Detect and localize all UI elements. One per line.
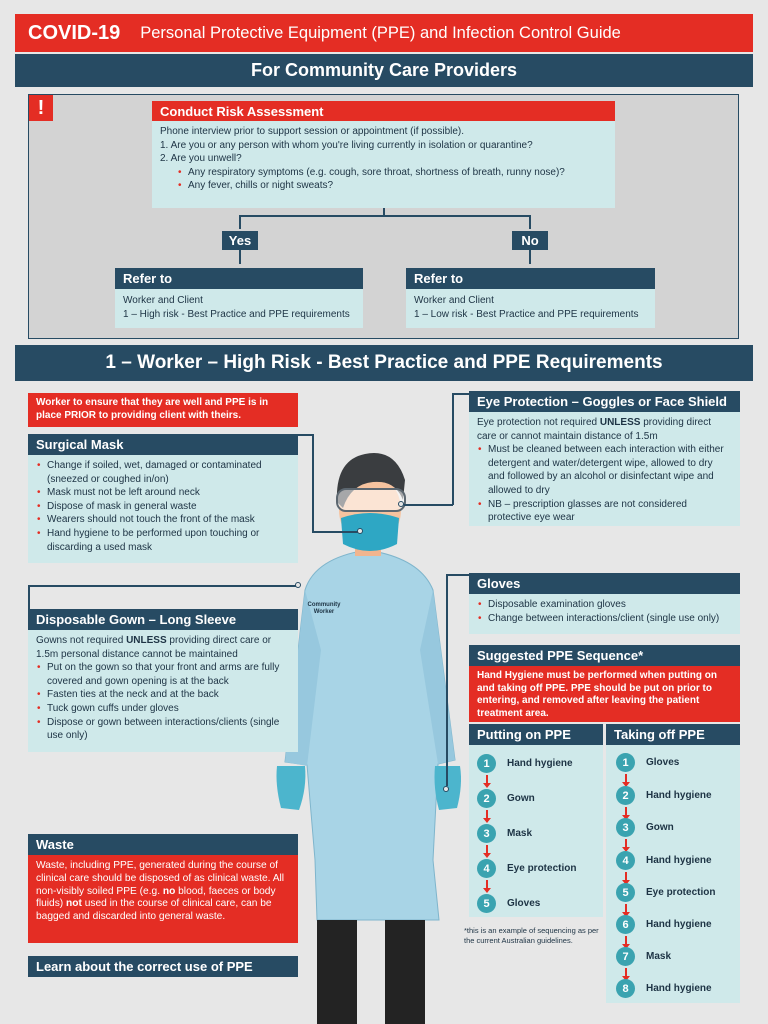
callout-dot	[357, 528, 363, 534]
top-banner	[15, 14, 753, 52]
gown-item: • Tuck gown cuffs under gloves	[36, 702, 290, 716]
down-arrow-icon	[625, 872, 627, 880]
on-step	[477, 859, 576, 878]
callout-dot	[443, 786, 449, 792]
off-step-number: 8	[616, 979, 635, 998]
eye-item: • Must be cleaned between each interaction with either detergent and water/detergent wipe, allowed to dry and followed by an alcohol or disinfectant wipe and allowed to dry	[477, 443, 732, 497]
waste-body	[28, 855, 298, 943]
callout-line	[404, 504, 453, 506]
flow-line	[529, 215, 531, 229]
on-step-label: Hand hygiene	[507, 758, 573, 769]
callout-line	[28, 585, 298, 587]
refer-yes-title: Refer to	[115, 268, 363, 289]
down-arrow-icon	[625, 904, 627, 912]
waste-title: Waste	[28, 834, 298, 855]
off-step-label: Mask	[646, 951, 672, 962]
mask-body	[28, 455, 298, 563]
waste-text: blood, faeces or body fluids)	[36, 885, 276, 910]
gown-body	[28, 630, 298, 752]
off-step-number: 1	[616, 753, 635, 772]
waste-text: (e.g.	[139, 885, 163, 897]
refer-yes-line: 1 – High risk - Best Practice and PPE requirements	[123, 308, 350, 320]
on-step	[477, 789, 535, 808]
off-step	[616, 851, 712, 870]
on-step	[477, 754, 573, 773]
off-step-label: Gloves	[646, 757, 680, 768]
mask-item: • Hand hygiene to be performed upon touching or discarding a used mask	[36, 527, 290, 554]
risk-q1: 1. Are you or any person with whom you're living currently in isolation or quarantine?	[160, 139, 533, 151]
sequence-title: Suggested PPE Sequence*	[469, 645, 740, 666]
off-step	[616, 883, 715, 902]
section-bar	[15, 345, 753, 381]
off-step-label: Hand hygiene	[646, 983, 712, 994]
on-step	[477, 824, 532, 843]
off-step	[616, 979, 712, 998]
waste-text-bold: not	[66, 898, 82, 910]
gloves-body	[469, 594, 740, 634]
off-step-label: Hand hygiene	[646, 855, 712, 866]
refer-no-line: 1 – Low risk - Best Practice and PPE requirements	[414, 308, 639, 320]
alert-icon: !	[29, 95, 53, 121]
off-step-label: Gown	[646, 822, 674, 833]
gown-item: • Dispose or gown between interactions/clients (single use only)	[36, 716, 290, 743]
callout-dot	[295, 582, 301, 588]
mask-item: • Dispose of mask in general waste	[36, 500, 290, 514]
flow-line	[529, 250, 531, 264]
eye-intro-b: UNLESS	[599, 417, 641, 428]
refer-yes-body	[115, 289, 363, 328]
risk-q2: 2. Are you unwell?	[160, 153, 242, 165]
gown-intro	[36, 634, 290, 661]
risk-bullet: • Any fever, chills or night sweats?	[177, 179, 607, 193]
callout-line	[312, 434, 314, 532]
yes-label: Yes	[222, 231, 258, 250]
gloves-title: Gloves	[469, 573, 740, 594]
section-title: 1 – Worker – High Risk - Best Practice and PPE Requirements	[105, 352, 663, 373]
gown-intro-b: UNLESS	[126, 635, 167, 646]
down-arrow-icon	[486, 775, 488, 783]
on-step	[477, 894, 540, 913]
off-step-number: 3	[616, 818, 635, 837]
gown-intro-a: Gowns not required	[36, 635, 127, 646]
eye-intro	[477, 416, 732, 443]
callout-dot	[398, 501, 404, 507]
off-step	[616, 786, 712, 805]
on-step-number: 3	[477, 824, 496, 843]
off-step	[616, 753, 679, 772]
callout-line	[28, 585, 30, 609]
off-step-label: Eye protection	[646, 887, 716, 898]
mask-title: Surgical Mask	[28, 434, 298, 455]
gloves-item: • Disposable examination gloves	[477, 598, 732, 612]
on-step-label: Gloves	[507, 898, 541, 909]
on-step-number: 5	[477, 894, 496, 913]
flow-line	[239, 250, 241, 264]
on-step-number: 1	[477, 754, 496, 773]
gloves-item: • Change between interactions/client (single use only)	[477, 612, 732, 626]
refer-no-title: Refer to	[406, 268, 655, 289]
risk-body	[152, 121, 615, 208]
badge-text-1: Community	[307, 602, 341, 608]
off-step	[616, 915, 712, 934]
alert-note: Worker to ensure that they are well and PPE is in place PRIOR to providing client with theirs.	[28, 393, 298, 427]
mask-item: • Wearers should not touch the front of the mask	[36, 513, 290, 527]
down-arrow-icon	[625, 839, 627, 847]
off-step-number: 5	[616, 883, 635, 902]
eye-title: Eye Protection – Goggles or Face Shield	[469, 391, 740, 412]
risk-bullet: • Any respiratory symptoms (e.g. cough, sore throat, shortness of breath, runny nose)?	[177, 166, 607, 180]
waste-text: Waste, including PPE, generated during the course of clinical care should be disposed of as clinical waste. All non-visibly soiled PPE	[36, 860, 285, 897]
mask-item: • Mask must not be left around neck	[36, 486, 290, 500]
down-arrow-icon	[486, 845, 488, 853]
risk-title: Conduct Risk Assessment	[152, 101, 615, 121]
callout-line	[446, 574, 469, 576]
down-arrow-icon	[625, 774, 627, 782]
gown-title: Disposable Gown – Long Sleeve	[28, 609, 298, 630]
on-step-number: 4	[477, 859, 496, 878]
putting-on-title: Putting on PPE	[469, 724, 603, 745]
gown-item: • Put on the gown so that your front and arms are fully covered and gown opening is at the back	[36, 661, 290, 688]
on-step-label: Mask	[507, 828, 533, 839]
eye-body	[469, 412, 740, 526]
down-arrow-icon	[486, 880, 488, 888]
waste-text: used in the course of clinical care, can be bagged and discarded into general waste.	[36, 898, 272, 923]
refer-no-body	[406, 289, 655, 328]
off-step-number: 6	[616, 915, 635, 934]
risk-intro: Phone interview prior to support session or appointment (if possible).	[160, 126, 465, 137]
no-box	[512, 231, 548, 250]
gown-intro-c: providing direct care or 1.5m personal distance cannot be maintained	[36, 635, 272, 660]
off-step-label: Hand hygiene	[646, 790, 712, 801]
mask-item: • Change if soiled, wet, damaged or contaminated (sneezed or coughed in/on)	[36, 459, 290, 486]
down-arrow-icon	[625, 936, 627, 944]
sequence-footnote: *this is an example of sequencing as per the current Australian guidelines.	[464, 926, 599, 945]
badge-text-2: Worker	[313, 609, 335, 615]
off-step-number: 2	[616, 786, 635, 805]
off-step-label: Hand hygiene	[646, 919, 712, 930]
eye-item: • NB – prescription glasses are not considered protective eye wear	[477, 498, 732, 525]
callout-line	[453, 393, 469, 395]
off-step-number: 4	[616, 851, 635, 870]
on-step-label: Eye protection	[507, 863, 577, 874]
callout-line	[446, 574, 448, 786]
subtitle-bar	[15, 54, 753, 87]
learn-link[interactable]: Learn about the correct use of PPE	[28, 956, 298, 977]
brand-label: COVID-19	[28, 21, 121, 44]
off-step	[616, 947, 671, 966]
on-step-number: 2	[477, 789, 496, 808]
on-step-label: Gown	[507, 793, 535, 804]
flow-line	[239, 215, 241, 229]
no-label: No	[512, 231, 548, 250]
sequence-note: Hand Hygiene must be performed when putting on and taking off PPE. PPE should be put on prior to entering, and removed after leaving the patient treatment area.	[469, 666, 740, 722]
waste-text-bold: no	[162, 885, 176, 897]
refer-yes-line: Worker and Client	[123, 295, 203, 306]
yes-box	[222, 231, 258, 250]
gown-item: • Fasten ties at the neck and at the back	[36, 688, 290, 702]
off-step	[616, 818, 674, 837]
down-arrow-icon	[486, 810, 488, 818]
eye-intro-c: providing direct care or cannot maintain distance of 1.5m	[477, 417, 712, 442]
guide-title: Personal Protective Equipment (PPE) and Infection Control Guide	[140, 23, 621, 42]
subtitle-text: For Community Care Providers	[250, 60, 518, 80]
refer-no-line: Worker and Client	[414, 295, 494, 306]
down-arrow-icon	[625, 968, 627, 976]
eye-intro-a: Eye protection not required	[477, 417, 600, 428]
callout-line	[452, 393, 454, 505]
callout-line	[312, 531, 360, 533]
down-arrow-icon	[625, 807, 627, 815]
taking-off-title: Taking off PPE	[606, 724, 740, 745]
flow-line	[239, 215, 530, 217]
callout-line	[298, 434, 313, 436]
off-step-number: 7	[616, 947, 635, 966]
